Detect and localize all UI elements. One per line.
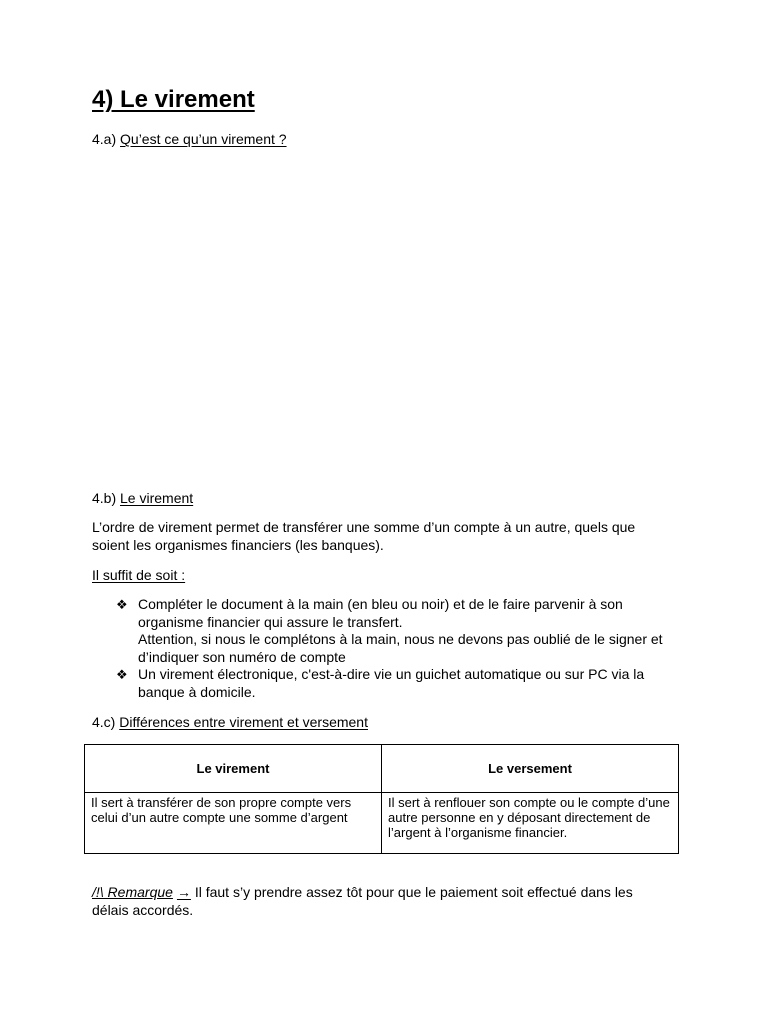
section-c-number: 4.c) <box>92 714 120 730</box>
table-row <box>85 793 679 854</box>
suffit-label-text: Il suffit de soit : <box>92 567 186 583</box>
column-header-virement: Le virement <box>85 745 382 793</box>
page-title: 4) Le virement <box>92 86 255 113</box>
section-a-title: Qu’est ce qu’un virement ? <box>120 131 287 147</box>
section-a-heading <box>92 130 287 148</box>
diamond-bullet-icon: ❖ <box>116 667 128 682</box>
right-arrow-icon: → <box>176 884 191 900</box>
column-header-versement: Le versement <box>382 745 679 793</box>
table-header-row <box>85 745 679 793</box>
comparison-table <box>84 744 679 854</box>
remark-text: Il faut s’y prendre assez tôt pour que le paiement soit effectué dans les délais accordés. <box>92 884 633 918</box>
bullet-text: Attention, si nous le complétons à la main, nous ne devons pas oublié de le signer et d’indiquer son numéro de compte <box>138 631 663 665</box>
section-a-number: 4.a) <box>92 131 121 147</box>
bullet-list <box>116 596 676 701</box>
section-c-heading <box>92 713 368 731</box>
table-cell-virement: Il sert à transférer de son propre compte vers celui d’un autre compte une somme d’argent <box>85 793 382 854</box>
section-b-number: 4.b) <box>92 490 121 506</box>
suffit-label <box>92 566 185 584</box>
list-item <box>116 596 676 666</box>
remark-lead: /!\ Remarque <box>92 884 173 900</box>
remark-paragraph <box>92 883 672 919</box>
diamond-bullet-icon: ❖ <box>116 597 128 612</box>
bullet-text: Compléter le document à la main (en bleu ou noir) et de le faire parvenir à son organisme financier qui assure le transfert. <box>138 596 623 630</box>
bullet-text: Un virement électronique, c'est-à-dire vie un guichet automatique ou sur PC via la banque à domicile. <box>138 666 645 700</box>
section-c-title: Différences entre virement et versement <box>119 714 368 730</box>
table-cell-versement: Il sert à renflouer son compte ou le compte d’une autre personne en y déposant directement de l’argent à l’organisme financier. <box>382 793 679 854</box>
list-item <box>116 666 676 701</box>
section-b-heading <box>92 489 193 507</box>
section-b-title: Le virement <box>120 490 194 506</box>
paragraph-virement: L’ordre de virement permet de transférer une somme d’un compte à un autre, quels que soient les organismes financiers (les banques). <box>92 519 636 553</box>
